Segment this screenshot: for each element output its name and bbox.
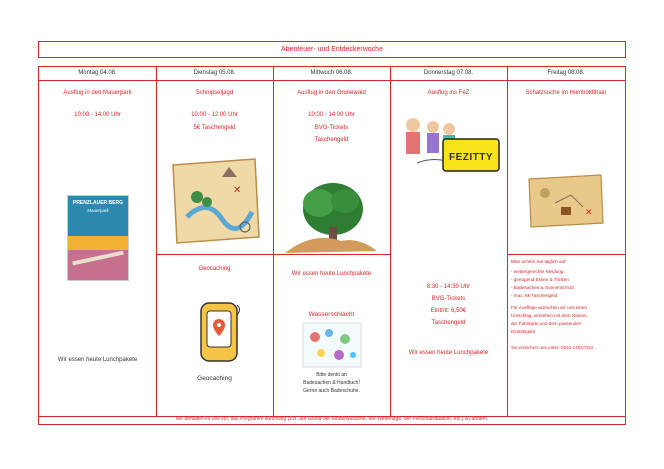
wednesday-note-2: Badesachen & Handtuch! (303, 380, 360, 386)
contact-info: Sie erreichen uns unter: 0151 17547314 (511, 345, 593, 350)
column-divider (390, 67, 391, 416)
poster-subtitle: Mauerpark (87, 208, 109, 213)
thursday-money: Taschengeld (431, 320, 466, 326)
monday-activity: Ausflug in den Mauerpark (63, 90, 132, 96)
fezitty-logo: FEZITTY (448, 152, 494, 163)
notes-item: - wettergerechte Kleidung (511, 269, 564, 274)
notes-title: Bitte achten Sie täglich auf: (511, 259, 567, 264)
thursday-activity: Ausflug ins FeZ (427, 90, 470, 96)
wednesday-lunch: Wir essen heute Lunchpakete (291, 271, 372, 277)
tuesday-activity-2: Geocaching (198, 266, 231, 272)
row-divider (507, 254, 625, 255)
svg-text:✕: ✕ (233, 185, 242, 196)
schedule-grid (38, 66, 626, 417)
notes-paragraph: Für Ausflüge wünschen wir uns einen (511, 305, 588, 310)
notes-paragraph: Umschlag, versehen mit dem Namen, (511, 313, 588, 318)
poster-title: PRENZLAUER BERG (72, 200, 123, 206)
treasure-map-icon (167, 157, 263, 245)
day-header-tuesday: Dienstag 05.08. (193, 70, 236, 76)
day-header-thursday: Donnerstag 07.08. (423, 70, 474, 76)
notes-paragraph: der Fahrkarte und dem passenden (511, 321, 582, 326)
tuesday-activity: Schnipseljagd (195, 90, 234, 96)
day-header-monday: Montag 04.08. (78, 70, 117, 76)
page-title: Abenteuer- und Entdeckerwoche (38, 41, 626, 58)
tree-sand-icon (283, 175, 379, 255)
wednesday-activity: Ausflug in den Grunewald (297, 90, 366, 96)
day-header-friday: Freitag 08.08. (547, 70, 585, 76)
week-plan (38, 41, 626, 425)
thursday-entry: Eintritt: 6,50€ (430, 308, 467, 314)
water-fight-icon (301, 321, 363, 369)
row-divider (156, 254, 273, 255)
wednesday-time: 10:00 - 14:00 Uhr (308, 112, 355, 118)
mauerpark-poster-image (67, 195, 129, 281)
monday-lunch: Wir essen heute Lunchpakete (57, 357, 138, 363)
wednesday-note-1: Bitte denkt an (316, 372, 347, 378)
thursday-time: 8:30 - 14:30 Uhr (426, 284, 471, 290)
day-header-wednesday: Mittwoch 06.08. (310, 70, 353, 76)
notes-item: - max. 5€ Taschengeld (511, 293, 558, 298)
geocaching-label: Geocaching (197, 375, 232, 382)
svg-text:✕: ✕ (585, 208, 593, 218)
wednesday-activity-2: Wasserschlacht (308, 311, 355, 318)
friday-activity: Schatzsuche im Humboldthain (525, 90, 607, 96)
header-divider (39, 80, 625, 81)
wednesday-tickets: BVG-Tickets (314, 125, 349, 131)
monday-time: 10:00 - 14:00 Uhr (74, 112, 121, 118)
column-divider (507, 67, 508, 416)
fez-kids-illustration (397, 107, 501, 175)
notes-paragraph: Eintrittsgeld (511, 329, 536, 334)
wednesday-money: Taschengeld (314, 137, 349, 143)
wednesday-note-3: Gerne auch Badeschuhe. (303, 388, 360, 394)
footer-disclaimer: Wir behalten es uns vor, das Programm kurzfristig (z.B. auf Grund der Kinderwünsche, der Wetterlage, der Personalsituation, etc.) zu ändern. (38, 415, 626, 425)
geocaching-app-icon (197, 299, 243, 367)
tuesday-time: 10:00 - 12:00 Uhr (191, 112, 238, 118)
tuesday-money: 5€ Taschengeld (193, 125, 236, 131)
notes-item: - Badesachen & Sonnenschutz (511, 285, 575, 290)
friday-notes (511, 258, 623, 352)
thursday-lunch: Wir essen heute Lunchpakete (408, 350, 489, 356)
treasure-map-icon (525, 173, 605, 229)
thursday-tickets: BVG-Tickets (431, 296, 466, 302)
notes-item: - genügend Essen & Trinken (511, 277, 569, 282)
